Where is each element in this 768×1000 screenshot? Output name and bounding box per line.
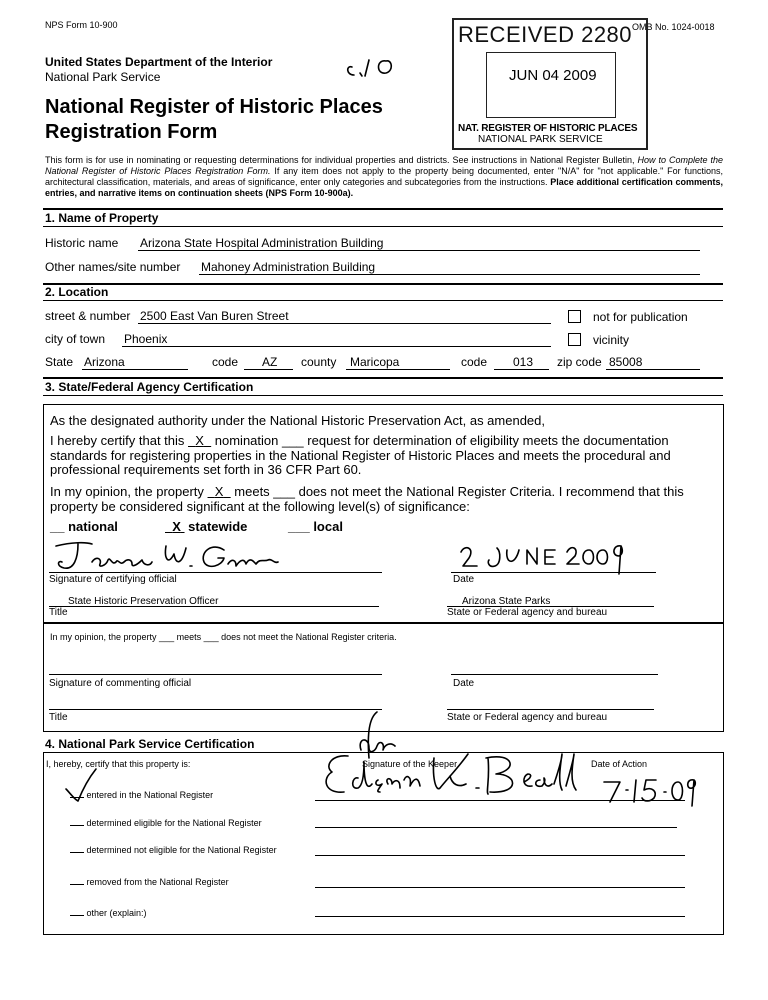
not-for-publication-checkbox[interactable]	[568, 310, 581, 323]
option-not-eligible-label: determined not eligible for the National Register	[86, 845, 277, 855]
zip-label: zip code	[557, 355, 602, 369]
option-not-eligible-blank	[70, 852, 84, 853]
meets-x: X	[214, 484, 224, 499]
historic-name-value[interactable]: Arizona State Hospital Administration Building	[140, 236, 384, 250]
nps-certify-text: I, hereby, certify that this property is:	[46, 759, 191, 769]
state-code-value[interactable]: AZ	[262, 355, 278, 369]
section-1-heading: 1. Name of Property	[45, 211, 159, 225]
county-value[interactable]: Maricopa	[350, 355, 400, 369]
option-other-label: other (explain:)	[86, 908, 147, 918]
stamp-line-2: NATIONAL PARK SERVICE	[478, 134, 603, 145]
city-value[interactable]: Phoenix	[124, 332, 168, 346]
certifying-official-signature	[52, 540, 282, 575]
option-other[interactable]	[70, 908, 147, 918]
stamp-received: RECEIVED 2280	[458, 22, 633, 47]
certification-date-handwriting	[455, 542, 635, 576]
opinion-text-a: In my opinion, the property	[50, 484, 208, 499]
certify-paragraph	[50, 434, 718, 478]
keeper-signature	[318, 748, 588, 810]
option-removed[interactable]	[70, 877, 229, 887]
authority-statement: As the designated authority under the National Historic Preservation Act, as amended,	[50, 413, 546, 428]
option-eligible[interactable]	[70, 818, 262, 828]
certifying-agency-label: State or Federal agency and bureau	[447, 607, 608, 618]
historic-name-label: Historic name	[45, 236, 119, 250]
stamp-date-box	[486, 52, 616, 118]
date-of-action-label: Date of Action	[591, 759, 648, 769]
entered-checkmark	[60, 765, 100, 805]
option-removed-label: removed from the National Register	[86, 877, 229, 887]
instructions-bold: Place additional certification comments, entries, and narrative items on continuation sheets (NPS Form 10-900a).	[45, 177, 724, 198]
section-3-heading: 3. State/Federal Agency Certification	[45, 380, 254, 394]
commenting-title-label: Title	[49, 712, 68, 723]
option-eligible-blank	[70, 825, 84, 826]
option-other-blank	[70, 915, 84, 916]
level-statewide-label: statewide	[188, 519, 248, 534]
opinion-paragraph	[50, 485, 718, 514]
vicinity-label: vicinity	[593, 333, 630, 347]
option-eligible-label: determined eligible for the National Register	[86, 818, 262, 828]
street-label: street & number	[45, 309, 131, 323]
certifying-signature-label: Signature of certifying official	[49, 574, 177, 585]
level-national[interactable]: __ national	[50, 519, 118, 534]
commenting-date-label: Date	[453, 678, 475, 689]
keeper-signature-label: Signature of the Keeper	[362, 759, 458, 769]
certifying-title-label: Title	[49, 607, 68, 618]
form-title	[45, 95, 383, 145]
opinion-text-b: meets ___ does not meet the National Register Criteria. I recommend that this property be considered significant at the following level(s) of significance:	[50, 484, 684, 514]
commenting-signature-label: Signature of commenting official	[49, 678, 192, 689]
level-local[interactable]: ___ local	[288, 519, 343, 534]
certify-text-b: nomination ___ request for determination of eligibility meets the documentation standards for registering properties in the National Register of Historic Places and meets the procedural and professional requirements set forth in 36 CFR Part 60.	[50, 433, 671, 477]
form-title-line-1: National Register of Historic Places	[45, 96, 383, 118]
nomination-x: X	[195, 433, 204, 448]
instructions-part-2: If any item does not apply to the property being documented, enter "N/A" for "not applicable." For functions, architectural classification, materials, and areas of significance, enter only categories and subcategories from the instructions.	[45, 166, 724, 187]
county-code-label: code	[461, 355, 488, 369]
instructions-bulletin-title: How to Complete the National Register of Historic Places Registration Form.	[45, 155, 723, 176]
certification-date-label: Date	[453, 574, 475, 585]
nomination-mark[interactable]	[188, 433, 211, 448]
section-2-heading: 2. Location	[45, 285, 109, 299]
certifying-agency-value[interactable]: Arizona State Parks	[462, 596, 551, 607]
omb-number: OMB No. 1024-0018	[632, 22, 715, 32]
option-not-eligible[interactable]	[70, 845, 277, 855]
section-4-heading: 4. National Park Service Certification	[45, 737, 255, 751]
county-label: county	[301, 355, 337, 369]
state-label: State	[45, 355, 74, 369]
option-removed-blank	[70, 884, 84, 885]
statewide-x: X	[172, 519, 181, 534]
action-date-handwriting	[600, 772, 700, 812]
county-code-value[interactable]: 013	[513, 355, 534, 369]
agency-name: National Park Service	[45, 70, 161, 84]
meets-mark[interactable]	[208, 484, 231, 499]
other-names-value[interactable]: Mahoney Administration Building	[201, 260, 376, 274]
level-local-label: local	[313, 519, 343, 534]
city-label: city of town	[45, 332, 106, 346]
option-entered-label: entered in the National Register	[86, 790, 214, 800]
form-number: NPS Form 10-900	[45, 20, 118, 30]
commenting-agency-label: State or Federal agency and bureau	[447, 712, 608, 723]
instructions-paragraph	[45, 155, 723, 199]
state-code-label: code	[212, 355, 239, 369]
other-names-label: Other names/site number	[45, 260, 181, 274]
department-name: United States Department of the Interior	[45, 55, 273, 69]
zip-value[interactable]: 85008	[609, 355, 643, 369]
state-value[interactable]: Arizona	[84, 355, 125, 369]
comment-opinion-text: In my opinion, the property ___ meets ___ does not meet the National Register criteria.	[50, 632, 397, 642]
received-stamp	[452, 18, 648, 150]
form-title-line-2: Registration Form	[45, 121, 218, 143]
stamp-date: JUN 04 2009	[509, 67, 597, 84]
stamp-line-1: NAT. REGISTER OF HISTORIC PLACES	[458, 123, 638, 134]
vicinity-checkbox[interactable]	[568, 333, 581, 346]
certifying-title-value[interactable]: State Historic Preservation Officer	[68, 596, 219, 607]
street-value[interactable]: 2500 East Van Buren Street	[140, 309, 289, 323]
not-for-publication-label: not for publication	[593, 310, 688, 324]
instructions-part-1: This form is for use in nominating or requesting determinations for individual properties and districts. See instructions in National Register Bulletin,	[45, 155, 638, 165]
level-statewide[interactable]	[165, 519, 247, 534]
level-national-label: national	[68, 519, 118, 534]
certify-text-a: I hereby certify that this	[50, 433, 189, 448]
margin-note-handwriting	[342, 55, 402, 80]
